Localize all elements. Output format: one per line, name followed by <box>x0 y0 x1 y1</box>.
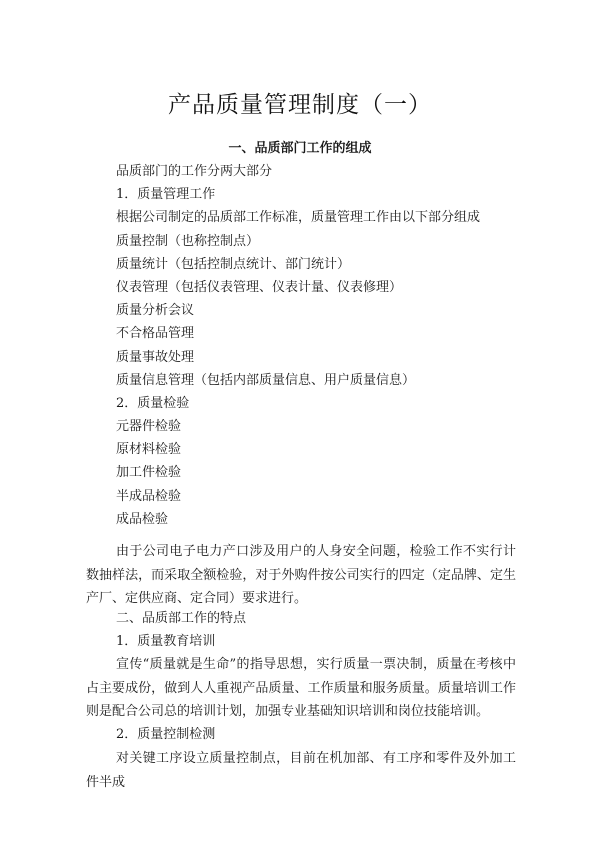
text-line: 质量统计（包括控制点统计、部门统计） <box>116 256 351 272</box>
text-line: 质量事故处理 <box>116 349 195 365</box>
text-line: 半成品检验 <box>116 488 182 504</box>
text-line: 仪表管理（包括仪表管理、仪表计量、仪表修理） <box>116 279 403 295</box>
subsection-heading-control: 2．质量控制检测 <box>116 727 216 742</box>
text-line: 品质部门的工作分两大部分 <box>116 164 273 179</box>
text-line: 质量分析会议 <box>116 303 195 319</box>
text-line: 元器件检验 <box>116 419 182 435</box>
text-line: 不合格品管理 <box>116 326 195 342</box>
text-line: 原材料检验 <box>116 442 182 458</box>
text-line: 质量控制（也称控制点） <box>116 233 260 249</box>
text-line: 加工件检验 <box>116 465 182 481</box>
subsection-paragraph-control: 对关键工序设立质量控制点，目前在机加部、有工序和零件及外加工件半成 <box>86 751 516 790</box>
section-heading-2: 二、品质部工作的特点 <box>116 611 247 626</box>
text-line: 2．质量检验 <box>116 395 190 411</box>
section-heading-1: 一、品质部门工作的组成 <box>228 141 372 156</box>
section-1-lines <box>116 160 516 531</box>
text-line: 质量信息管理（包括内部质量信息、用户质量信息） <box>116 372 416 388</box>
subsection-heading-education: 1．质量教育培训 <box>116 634 216 649</box>
section-1-paragraph: 由于公司电子电力产口涉及用户的人身安全问题，检验工作不实行计数抽样法，而采取全额检验，对于外购件按公司实行的四定（定品牌、定生产厂、定供应商、定合同）要求进行。 <box>86 544 516 607</box>
text-line: 1．质量管理工作 <box>116 187 216 203</box>
page-title: 产品质量管理制度（一） <box>168 92 432 118</box>
text-line: 根据公司制定的品质部工作标准，质量管理工作由以下部分组成 <box>116 210 481 226</box>
text-line: 成品检验 <box>116 511 169 527</box>
subsection-paragraph-education: 宣传“质量就是生命”的指导思想，实行质量一票决制，质量在考核中占主要成份，做到人人重视产品质量、工作质量和服务质量。质量培训工作则是配合公司总的培训计划，加强专业基础知识培训和岗位技能培训。 <box>86 657 516 720</box>
